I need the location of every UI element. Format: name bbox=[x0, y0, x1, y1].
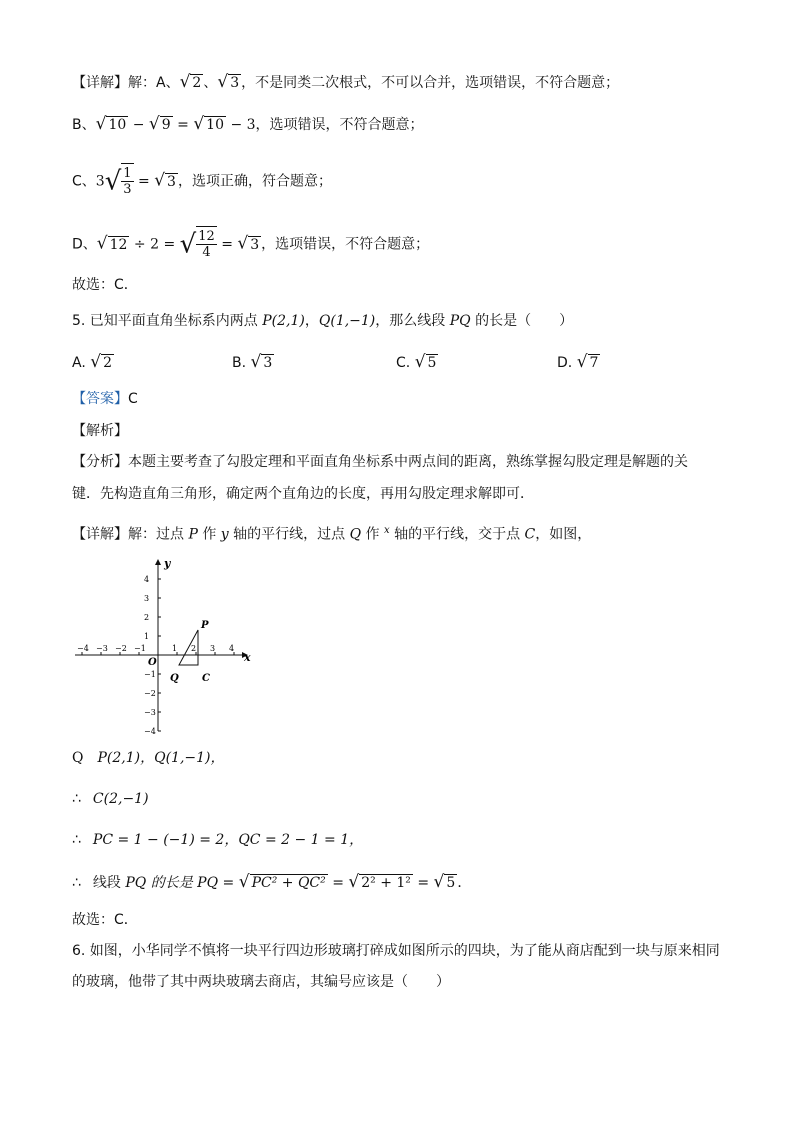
x-tick-label: −4 bbox=[77, 644, 89, 653]
x-tick-label: −3 bbox=[96, 644, 108, 653]
q6-stem-line-1: 6. 如图，小华同学不慎将一块平行四边形玻璃打碎成如图所示的四块，为了能从商店配到一块与原来相同 bbox=[72, 943, 720, 959]
detail-label: 【详解】 bbox=[72, 75, 128, 91]
y-tick-label: −1 bbox=[144, 670, 156, 679]
coordinate-graph bbox=[72, 555, 257, 735]
q5-choose: 故选：C． bbox=[72, 912, 138, 928]
y-axis-arrow bbox=[155, 559, 161, 565]
q5-step-1: Q P(2,1)，Q(1,−1)， bbox=[72, 750, 225, 766]
x-tick-label: −2 bbox=[115, 644, 127, 653]
y-tick-label: 1 bbox=[144, 632, 150, 641]
q5-fenxi-line-1: 【分析】本题主要考查了勾股定理和平面直角坐标系中两点间的距离，熟练掌握勾股定理是解题的关 bbox=[72, 454, 688, 470]
x-tick-label: 1 bbox=[172, 644, 178, 653]
y-tick-label: −4 bbox=[144, 727, 156, 735]
q4-option-a-line: 【详解】解：A、√ 2 、√ 3 ，不是同类二次根式，不可以合并，选项错误，不符合题意； bbox=[72, 72, 620, 92]
x-tick-label: 2 bbox=[191, 644, 197, 653]
y-tick-label: −2 bbox=[144, 689, 156, 698]
q4-option-d-line: D、√ 12 ÷ 2 = √ $\frac{12}{4}$ = √ 3 ，选项错误，不符合题意； bbox=[72, 226, 429, 260]
origin-label: O bbox=[148, 657, 157, 668]
q5-option-b: B. √ 3 bbox=[232, 352, 273, 372]
answer-label: 【答案】 bbox=[72, 391, 128, 407]
point-q-label: Q bbox=[170, 673, 179, 684]
q5-option-a: A. √ 2 bbox=[72, 352, 112, 372]
q4-option-b-line: B、√ 10 − √ 9 = √ 10 − 3，选项错误，不符合题意； bbox=[72, 114, 424, 134]
q5-detail-line: 【详解】解：过点 P 作 y 轴的平行线，过点 Q 作 $^x$ 轴的平行线，交于点 C，如图， bbox=[72, 525, 592, 543]
fraction: $\frac{1}{3}$ bbox=[123, 166, 132, 197]
y-axis-label: y bbox=[164, 557, 171, 570]
q5-step-3: ∴ PC = 1 − (−1) = 2，QC = 2 − 1 = 1， bbox=[72, 832, 364, 848]
x-tick-label: 4 bbox=[229, 644, 235, 653]
fraction: $\frac{12}{4}$ bbox=[198, 229, 215, 260]
q5-step-4: ∴ 线段 PQ 的长是 PQ = √ PC² + QC² = √ 2² + 1² = √ 5 ． bbox=[72, 872, 472, 892]
y-tick-label: 3 bbox=[144, 594, 150, 603]
point-p-label: P bbox=[201, 620, 209, 631]
q5-option-c: C. √ 5 bbox=[396, 352, 437, 372]
q5-stem: 5. 已知平面直角坐标系内两点 P(2,1)，Q(1,−1)，那么线段 PQ 的长是（ ） bbox=[72, 313, 574, 329]
x-tick-label: −1 bbox=[134, 644, 146, 653]
analysis-label: 【解析】 bbox=[72, 423, 128, 439]
q5-fenxi-line-2: 键．先构造直角三角形，确定两个直角边的长度，再用勾股定理求解即可． bbox=[72, 486, 534, 502]
y-tick-label: 4 bbox=[144, 575, 150, 584]
x-tick-label: 3 bbox=[210, 644, 216, 653]
y-tick-label: −3 bbox=[144, 708, 156, 717]
q5-step-2: ∴ C(2,−1) bbox=[72, 791, 149, 807]
point-c-label: C bbox=[202, 673, 210, 684]
y-tick-label: 2 bbox=[144, 613, 150, 622]
q6-stem-line-2: 的玻璃，他带了其中两块玻璃去商店，其编号应该是（ ） bbox=[72, 974, 450, 990]
q4-option-c-line: C、3√ $\frac{1}{3}$ = √ 3 ，选项正确，符合题意； bbox=[72, 163, 332, 197]
q5-answer: 【答案】C bbox=[72, 391, 138, 407]
q5-option-d: D. √ 7 bbox=[557, 352, 599, 372]
q4-choose: 故选：C． bbox=[72, 277, 138, 293]
x-axis-label: x bbox=[244, 651, 251, 664]
